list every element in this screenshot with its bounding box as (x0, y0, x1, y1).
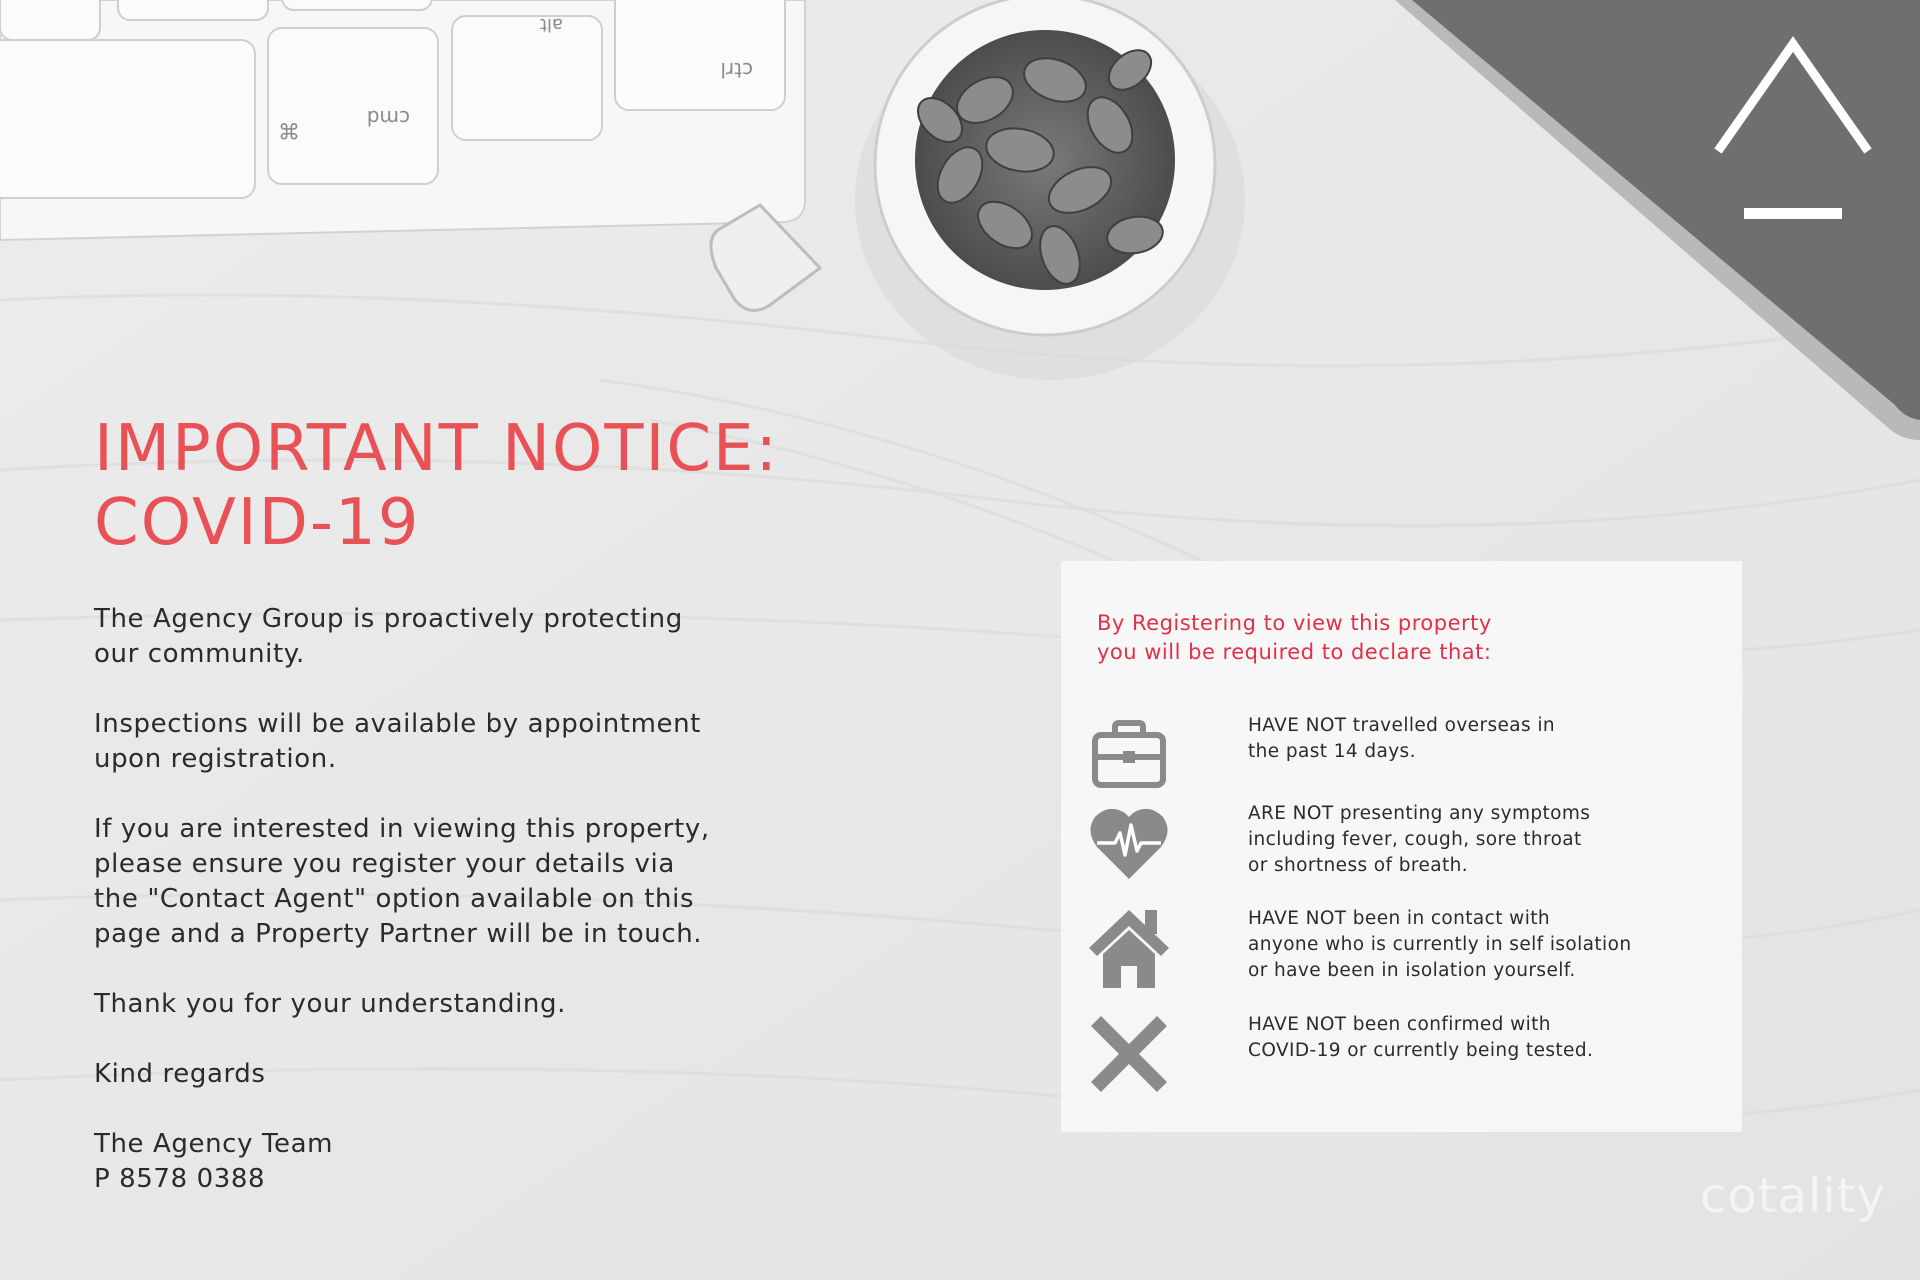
declaration-item-text: HAVE NOT travelled overseas in the past 14 days. (1248, 715, 1555, 762)
declaration-item (1087, 1012, 1727, 1102)
notice-body (94, 602, 854, 1197)
declaration-panel (1061, 561, 1742, 1132)
cross-icon (1087, 1012, 1171, 1096)
declaration-item (1087, 801, 1727, 891)
svg-text:alt: alt (539, 14, 563, 35)
title-line-2: COVID-19 (94, 486, 421, 560)
notice-title (94, 412, 779, 560)
declaration-item (1087, 906, 1727, 996)
paragraph-register: If you are interested in viewing this property, please ensure you register your details via the "Contact Agent" option available on this page and a Property Partner will be in touch. (94, 814, 710, 949)
svg-text:ctrl: ctrl (720, 58, 753, 82)
paragraph-inspections: Inspections will be available by appointment upon registration. (94, 709, 701, 774)
declaration-item-text: ARE NOT presenting any symptoms including fever, cough, sore throat or shortness of breath. (1248, 803, 1591, 876)
svg-text:cmd: cmd (366, 106, 410, 130)
heart-pulse-icon (1087, 801, 1171, 885)
svg-text:⌘: ⌘ (278, 117, 300, 142)
signature-phone: P 8578 0388 (94, 1164, 266, 1194)
paragraph-thanks: Thank you for your understanding. (94, 989, 566, 1019)
watermark: cotality (1700, 1168, 1886, 1224)
paragraph-regards: Kind regards (94, 1059, 266, 1089)
declaration-intro: By Registering to view this property you will be required to declare that: (1097, 611, 1492, 664)
briefcase-icon (1087, 713, 1171, 797)
paragraph-community: The Agency Group is proactively protecting our community. (94, 604, 683, 669)
title-line-1: IMPORTANT NOTICE: (94, 412, 779, 486)
declaration-item-text: HAVE NOT been confirmed with COVID-19 or currently being tested. (1248, 1014, 1594, 1061)
signature-team: The Agency Team (94, 1129, 334, 1159)
declaration-item (1087, 713, 1727, 803)
agency-logo (1714, 36, 1872, 226)
keyboard (0, 0, 805, 240)
house-icon (1087, 906, 1171, 990)
declaration-item-text: HAVE NOT been in contact with anyone who is currently in self isolation or have been in isolation yourself. (1248, 908, 1632, 981)
